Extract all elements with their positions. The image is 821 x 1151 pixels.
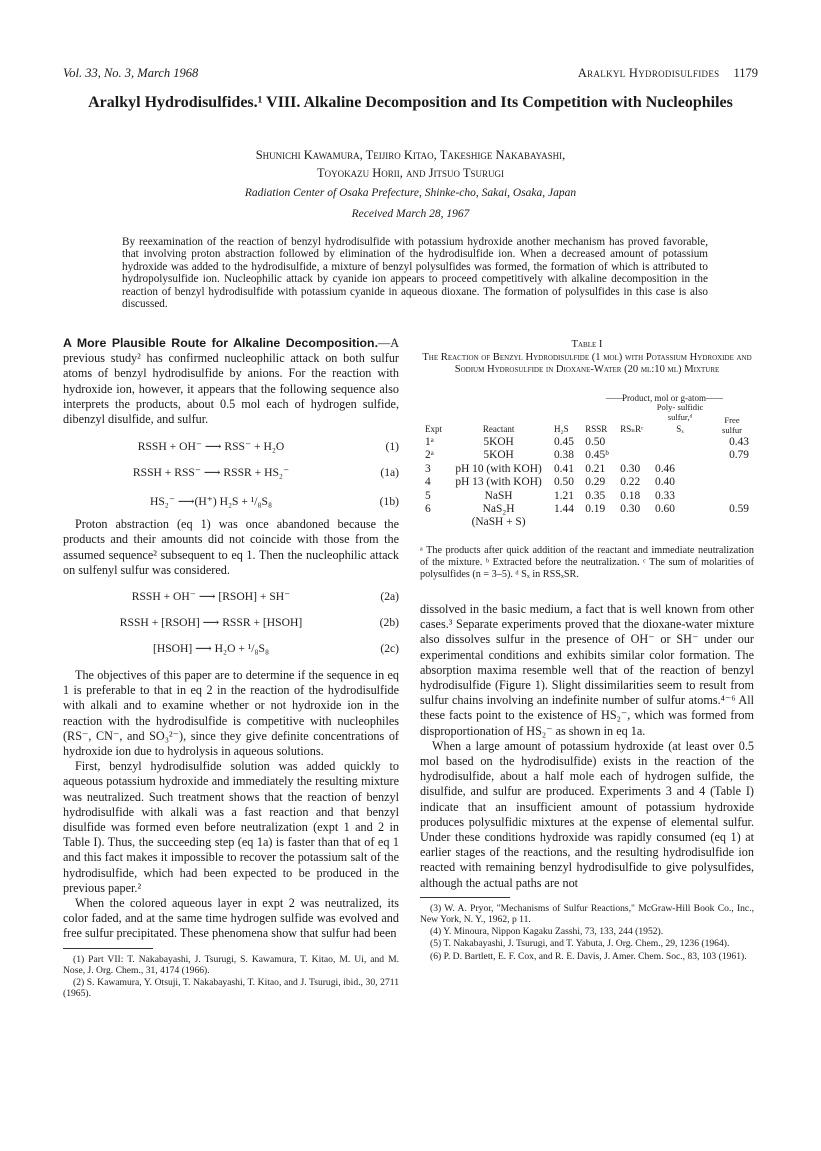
table-caption-block bbox=[420, 339, 754, 377]
table-notes: ᵃ The products after quick addition of the reactant and immediate neutralization of the mixture. ᵇ Extracted before the neutralization. ᶜ The sum of molarities of polysulfides (n = 3–5). ᵈ Sₓ in RSSₓSR. bbox=[420, 545, 754, 580]
authors-line-2: Toyokazu Horii, and Jitsuo Tsurugi bbox=[316, 166, 505, 180]
paragraph: First, benzyl hydrodisulfide solution was added quickly to aqueous potassium hydroxide and immediately the resulting mixture was neutralized. Such treatment shows that the reaction of benzyl hydrodisulfide with alkali was a fast reaction and that benzyl disulfide was formed even before neutralization (expt 1 and 2 in Table I). Thus, the succeeding step (eq 1a) is faster than that of eq 1 and this fact makes it impossible to recover the potassium salt of the hydrodisulfide, which had been expected to be produced in the previous paper.² bbox=[63, 759, 399, 895]
table-row: 2ᵃ 5KOH 0.38 0.45ᵇ 0.79 bbox=[425, 449, 749, 462]
table-row: 4 pH 13 (with KOH) 0.50 0.29 0.22 0.40 bbox=[425, 476, 675, 489]
col-header: RSSR bbox=[585, 423, 608, 434]
table-span-header: ——Product, mol or g-atom—— bbox=[606, 393, 722, 403]
footnote: (2) S. Kawamura, Y. Otsuji, T. Nakabayashi, T. Kitao, and J. Tsurugi, ibid., 30, 2711 (1965). bbox=[63, 977, 399, 1000]
footnote: (4) Y. Minoura, Nippon Kagaku Zasshi, 73, 133, 244 (1952). bbox=[430, 926, 664, 938]
equation: HS₂⁻ ⟶(H⁺) H₂S + ¹/₈S₈ (1b) bbox=[149, 494, 399, 508]
col-header: RSₙRᶜ bbox=[620, 423, 644, 434]
data-table bbox=[420, 403, 754, 530]
footnote: (6) P. D. Bartlett, E. F. Cox, and R. E. Davis, J. Amer. Chem. Soc., 83, 103 (1961). bbox=[430, 950, 747, 962]
authors bbox=[60, 146, 761, 182]
paragraph: —A previous study² has confirmed nucleophilic attack on both sulfur atoms of benzyl hydrodisulfide by anions. For the reaction with hydroxide ion, however, it appears that the following sequence also interprets the products, about 0.5 mol each of hydrogen sulfide, dibenzyl disulfide, and sulfur. bbox=[63, 336, 399, 427]
page-number: 1179 bbox=[733, 66, 758, 80]
footnote: (3) W. A. Pryor, "Mechanisms of Sulfur Reactions," McGraw-Hill Book Co., Inc., New York, N. Y., 1962, p 11. bbox=[420, 902, 754, 926]
footnote: (1) Part VII: T. Nakabayashi, J. Tsurugi, S. Kawamura, T. Kitao, M. Ui, and M. Nose, J. Org. Chem., 31, 4174 (1966). bbox=[63, 953, 399, 976]
col-header: Free sulfur bbox=[721, 415, 743, 436]
received-date: Received March 28, 1967 bbox=[351, 208, 470, 220]
footnote-rule bbox=[63, 948, 153, 949]
equation: RSSH + [RSOH] ⟶ RSSR + [HSOH] (2b) bbox=[119, 616, 399, 630]
table-row: 5 NaSH 1.21 0.35 0.18 0.33 bbox=[425, 489, 675, 502]
table-row: 3 pH 10 (with KOH) 0.41 0.21 0.30 0.46 bbox=[425, 462, 675, 475]
col-header: H₂S bbox=[553, 423, 569, 434]
paragraph: dissolved in the basic medium, a fact that is well known from other cases.³ Separate experiments proved that the dioxane-water mixture also dissolves sulfur in the presence of OH⁻ or SH⁻ under our experimental conditions and exhibits similar color formation. The absorption maxima resemble well that of the reaction of benzyl hydrodisulfide (Figure 1). Slight dissimilarities seem to result from sulfur chains involving an indefinite number of sulfur atoms.⁴⁻⁶ All these facts point to the existence of HS₂⁻, which was formed from disproportionation of HS₂⁻ as shown in eq 1a. bbox=[420, 602, 754, 738]
footnotes bbox=[420, 903, 754, 962]
equation: RSSH + RSS⁻ ⟶ RSSR + HS₂⁻ (1a) bbox=[132, 465, 399, 479]
footnote-rule bbox=[420, 897, 510, 898]
authors-line-1: Shunichi Kawamura, Teijiro Kitao, Takeshige Nakabayashi, bbox=[255, 148, 566, 162]
paragraph: Proton abstraction (eq 1) was once abandoned because the products and their amounts did not coincide with those from the assumed sequence² subsequent to eq 1. Then the nucleophilic attack on sulfenyl sulfur was considered. bbox=[63, 517, 399, 577]
table-row: (NaSH + S) bbox=[471, 516, 526, 529]
paragraph: When the colored aqueous layer in expt 2 was neutralized, its color faded, and at the same time hydrogen sulfide was evolved and free sulfur precipitated. These phenomena show that sulfur had been bbox=[63, 896, 399, 941]
affiliation: Radiation Center of Osaka Prefecture, Shinke-cho, Sakai, Osaka, Japan bbox=[244, 187, 577, 199]
equation: RSSH + OH⁻ ⟶ [RSOH] + SH⁻ (2a) bbox=[131, 590, 399, 604]
journal-info: Vol. 33, No. 3, March 1968 bbox=[63, 66, 199, 80]
table-header-row bbox=[420, 403, 754, 436]
col-header: Expt bbox=[425, 423, 442, 434]
right-column bbox=[420, 602, 754, 963]
table-caption: The Reaction of Benzyl Hydrodisulfide (1 mol) with Potassium Hydroxide and Sodium Hydrosulfide in Dioxane-Water (20 ml:10 ml) Mixture bbox=[422, 351, 752, 376]
footnote: (5) T. Nakabayashi, J. Tsurugi, and T. Yabuta, J. Org. Chem., 29, 1236 (1964). bbox=[430, 938, 730, 950]
footnotes bbox=[63, 954, 399, 1000]
table-row: 1ᵃ 5KOH 0.45 0.50 0.43 bbox=[425, 436, 749, 448]
table-label: Table I bbox=[571, 339, 603, 350]
paragraph: When a large amount of potassium hydroxide (at least over 0.5 mol based on the hydrodisulfide) exists in the reaction of the hydrodisulfide, about a half mole each of hydrogen sulfide, the disulfide, and sulfur are produced. Experiments 3 and 4 (Table I) indicate that an insufficient amount of potassium hydroxide produces polysulfidic mixtures at the expense of elemental sulfur. Under these conditions hydroxide was rapidly consumed (eq 1) at earlier stages of the reactions, and the resulting hydrodisulfide ion reacted with remaining benzyl hydrodisulfide to give polysulfides, although the actual paths are not bbox=[420, 738, 754, 890]
col-header: Poly- sulfidic sulfur,ᵈ Sₓ bbox=[656, 402, 704, 434]
equation: RSSH + OH⁻ ⟶ RSS⁻ + H₂O (1) bbox=[137, 439, 399, 453]
section-heading: A More Plausible Route for Alkaline Decomposition. bbox=[63, 336, 378, 350]
table-1 bbox=[420, 393, 754, 530]
left-column bbox=[63, 336, 399, 1001]
running-header bbox=[578, 66, 758, 81]
abstract: By reexamination of the reaction of benzyl hydrodisulfide with potassium hydroxide another mechanism has proved favorable, that involving proton abstraction followed by elimination of the hydrodisulfide ion. When a decreased amount of potassium hydroxide was added to the hydrodisulfide, a mixture of benzyl polysulfides was formed, the formation of which is attributed to hydropolysulfide ion. Nucleophilic attack by cyanide ion appears to proceed competitively with alkaline decomposition in the reaction of benzyl hydrodisulfide with potassium cyanide in aqueous dioxane. The formation of polysulfides in this case is also discussed. bbox=[122, 236, 708, 311]
equation: [HSOH] ⟶ H₂O + ¹/₈S₈ (2c) bbox=[152, 642, 399, 656]
article-title: Aralkyl Hydrodisulfides.¹ VIII. Alkaline Decomposition and Its Competition with Nucleophiles bbox=[88, 94, 733, 111]
col-header: Reactant bbox=[482, 423, 515, 434]
paragraph: The objectives of this paper are to determine if the sequence in eq 1 is preferable to that in eq 2 in the reaction of the hydrodisulfide with alkali and to examine whether or not hydroxide ion in the reaction with the hydrodisulfide is competitive with nucleophiles (RS⁻, CN⁻, and SO₃²⁻), since they give definite concentrations of hydroxide ion due to hydrolysis in aqueous solutions. bbox=[63, 668, 399, 759]
running-title: Aralkyl Hydrodisulfides bbox=[577, 66, 720, 80]
table-row: 6 NaS₂H 1.44 0.19 0.30 0.60 0.59 bbox=[425, 503, 749, 516]
